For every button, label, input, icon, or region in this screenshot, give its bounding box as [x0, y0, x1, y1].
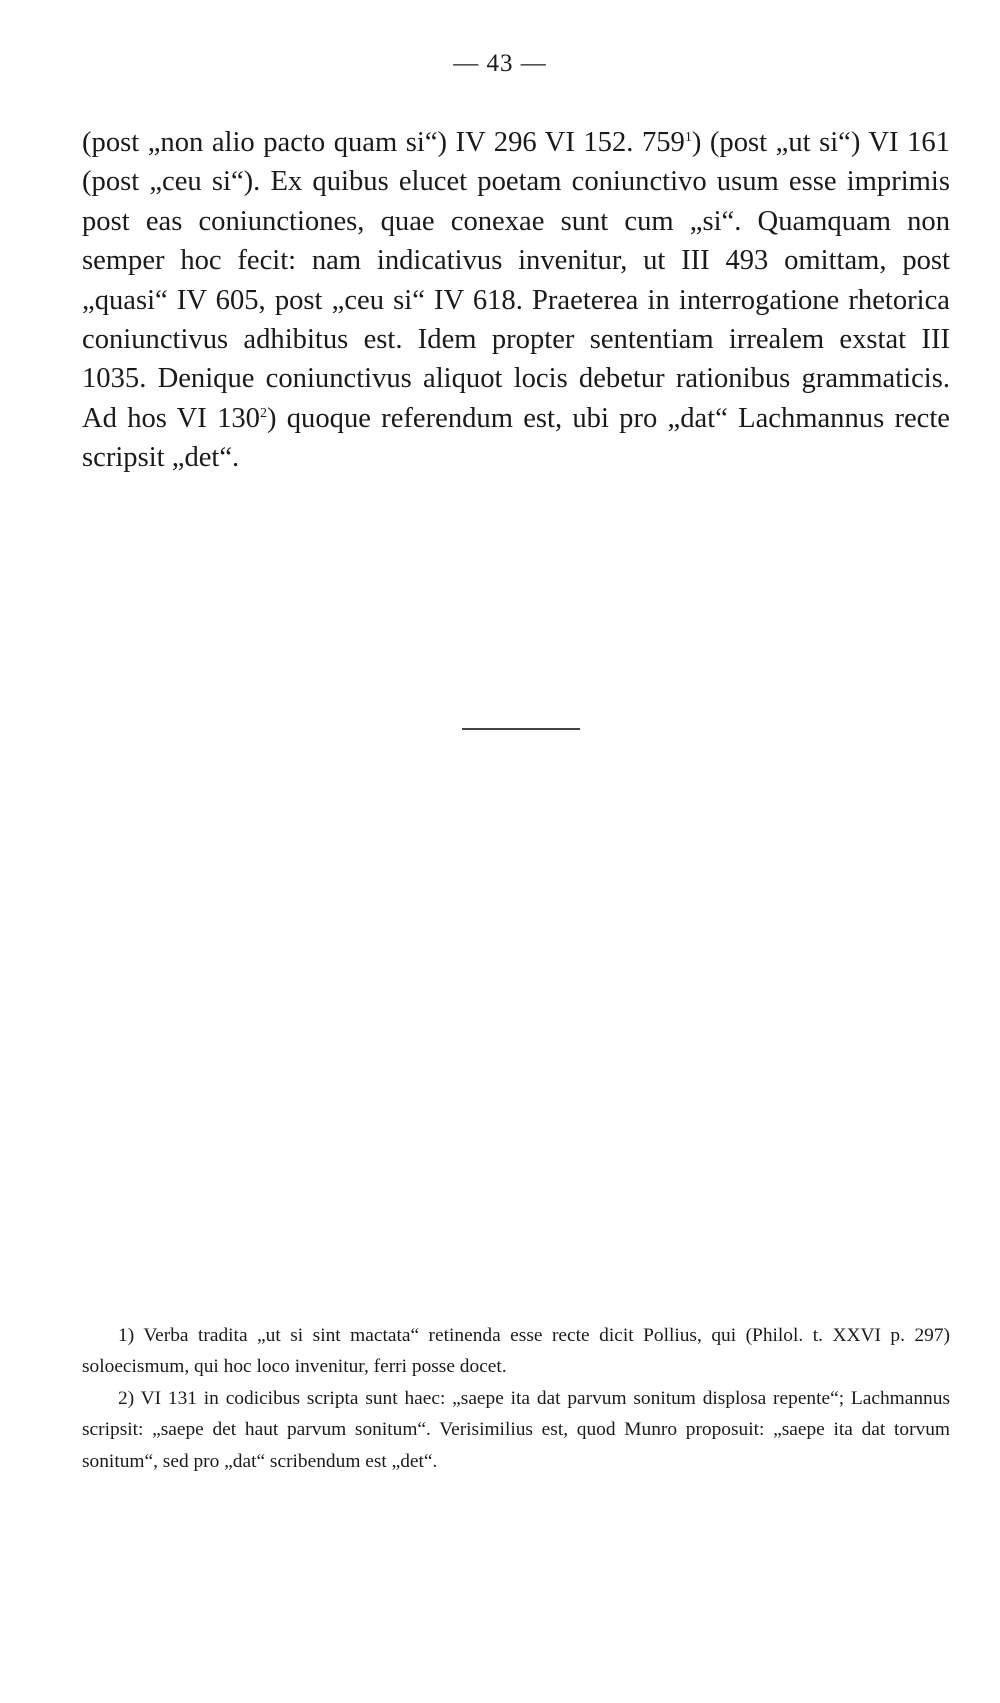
footnote-ref-2: 2: [259, 405, 267, 421]
main-paragraph: [82, 123, 950, 478]
text-segment: ) quoque referendum est, ubi pro „dat“ Lachmannus recte scripsit „det“.: [82, 402, 950, 474]
text-segment: ) (post „ut si“) VI 161 (post „ceu si“). Ex quibus elucet poetam coniunctivo usum esse imprimis post eas coniunctiones, quae conexae sunt cum „si“. Quamquam non semper hoc fecit: nam indicativus invenitur, ut III 493 omittam, post „quasi“ IV 605, post „ceu si“ IV 618. Praeterea in interrogatione rhetorica coniunctivus adhibitus est. Idem propter sententiam irrealem exstat III 1035. Denique coniunctivus aliquot locis debetur rationibus grammaticis. Ad hos VI 130: [82, 127, 951, 434]
page-number: — 43 —: [453, 50, 547, 77]
footnote-text: VI 131 in codicibus scripta sunt haec: „saepe ita dat parvum sonitum displosa repente“; Lachmannus scripsit: „saepe det haut parvum sonitum“. Verisimilius est, quod Munro proposuit: „saepe ita dat torvum sonitum“, sed pro „dat“ scribendum est „det“.: [82, 1387, 950, 1472]
footnote-marker: 1): [118, 1325, 135, 1346]
body-text: [82, 123, 950, 478]
footnote-ref-1: 1: [684, 130, 692, 145]
section-end-rule: [462, 728, 580, 730]
footnote-marker: 2): [118, 1387, 135, 1409]
footnotes: [82, 1320, 950, 1477]
footnote-2: [82, 1383, 950, 1477]
footnote-text: Verba tradita „ut si sint mactata“ retinenda esse recte dicit Pollius, qui (Philol. t. XXVI p. 297) soloecismum, qui hoc loco invenitur, ferri posse docet.: [82, 1325, 950, 1378]
text-segment: (post „non alio pacto quam si“) IV 296 VI 152. 759: [82, 127, 685, 158]
footnote-1: [82, 1320, 950, 1383]
